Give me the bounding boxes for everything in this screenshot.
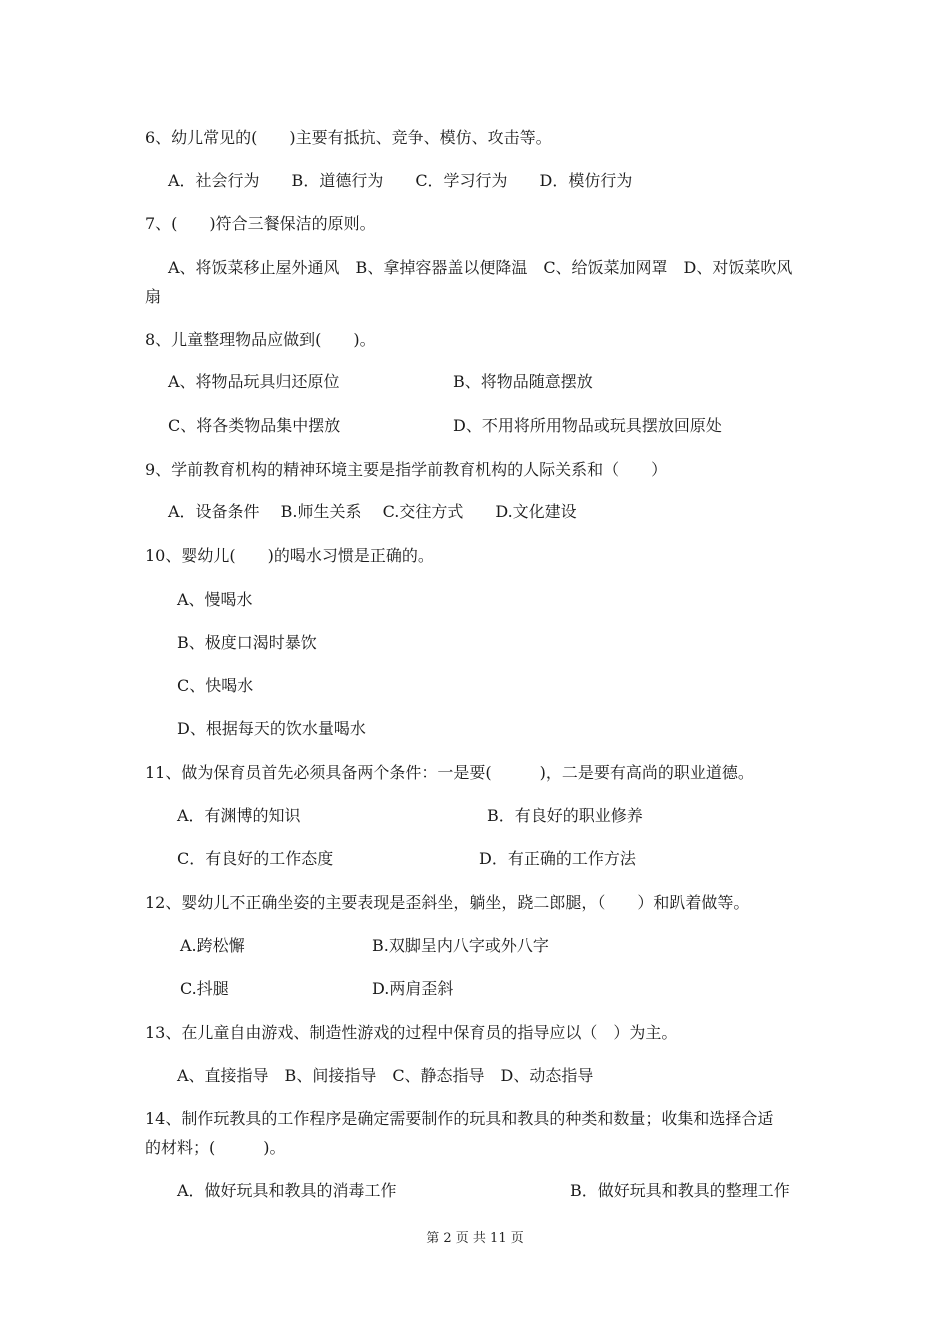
question-11-option-d: D．有正确的工作方法 [479, 849, 636, 868]
question-12-option-a: A.跨松懈 [180, 936, 245, 955]
question-8-option-b: B、将物品随意摆放 [453, 372, 593, 391]
question-9-stem: 9、学前教育机构的精神环境主要是指学前教育机构的人际关系和（ ） [145, 460, 668, 479]
question-10-option-a: A、慢喝水 [177, 590, 253, 609]
question-8-option-c: C、将各类物品集中摆放 [168, 416, 341, 435]
question-7-stem: 7、( )符合三餐保洁的原则。 [145, 214, 376, 233]
question-11-option-c: C．有良好的工作态度 [177, 849, 334, 868]
question-7-options-line1: A、将饭菜移止屋外通风 B、拿掉容器盖以便降温 C、给饭菜加网罩 D、对饭菜吹风 [168, 258, 793, 277]
question-6-options: A．社会行为 B．道德行为 C．学习行为 D．模仿行为 [168, 171, 633, 190]
question-10-option-d: D、根据每天的饮水量喝水 [177, 719, 366, 738]
question-8-option-d: D、不用将所用物品或玩具摆放回原处 [453, 416, 722, 435]
question-11-option-b: B．有良好的职业修养 [487, 806, 643, 825]
question-7-options-line2: 扇 [145, 287, 162, 306]
question-9-options: A．设备条件 B.师生关系 C.交往方式 D.文化建设 [168, 502, 577, 521]
question-8-stem: 8、儿童整理物品应做到( )。 [145, 330, 376, 349]
question-11-stem: 11、做为保育员首先必须具备两个条件：一是要( )，二是要有高尚的职业道德。 [145, 763, 754, 782]
question-14-stem-line2: 的材料；( )。 [145, 1138, 286, 1157]
question-11-option-a: A．有渊博的知识 [177, 806, 301, 825]
question-12-stem: 12、婴幼儿不正确坐姿的主要表现是歪斜坐，躺坐，跷二郎腿，（ ）和趴着做等。 [145, 893, 750, 912]
question-10-option-c: C、快喝水 [177, 676, 254, 695]
question-14-option-b: B．做好玩具和教具的整理工作 [570, 1181, 790, 1200]
question-6-stem: 6、幼儿常见的( )主要有抵抗、竞争、模仿、攻击等。 [145, 128, 552, 147]
question-14-option-a: A．做好玩具和教具的消毒工作 [177, 1181, 397, 1200]
question-10-stem: 10、婴幼儿( )的喝水习惯是正确的。 [145, 546, 434, 565]
question-12-option-b: B.双脚呈内八字或外八字 [372, 936, 549, 955]
question-14-stem-line1: 14、制作玩教具的工作程序是确定需要制作的玩具和教具的种类和数量；收集和选择合适 [145, 1109, 774, 1128]
question-13-options: A、直接指导 B、间接指导 C、静态指导 D、动态指导 [177, 1066, 594, 1085]
question-12-option-d: D.两肩歪斜 [372, 979, 454, 998]
question-8-option-a: A、将物品玩具归还原位 [168, 372, 340, 391]
page-footer: 第 2 页 共 11 页 [426, 1231, 524, 1246]
question-13-stem: 13、在儿童自由游戏、制造性游戏的过程中保育员的指导应以（ ）为主。 [145, 1023, 678, 1042]
question-10-option-b: B、极度口渴时暴饮 [177, 633, 317, 652]
question-12-option-c: C.抖腿 [180, 979, 229, 998]
